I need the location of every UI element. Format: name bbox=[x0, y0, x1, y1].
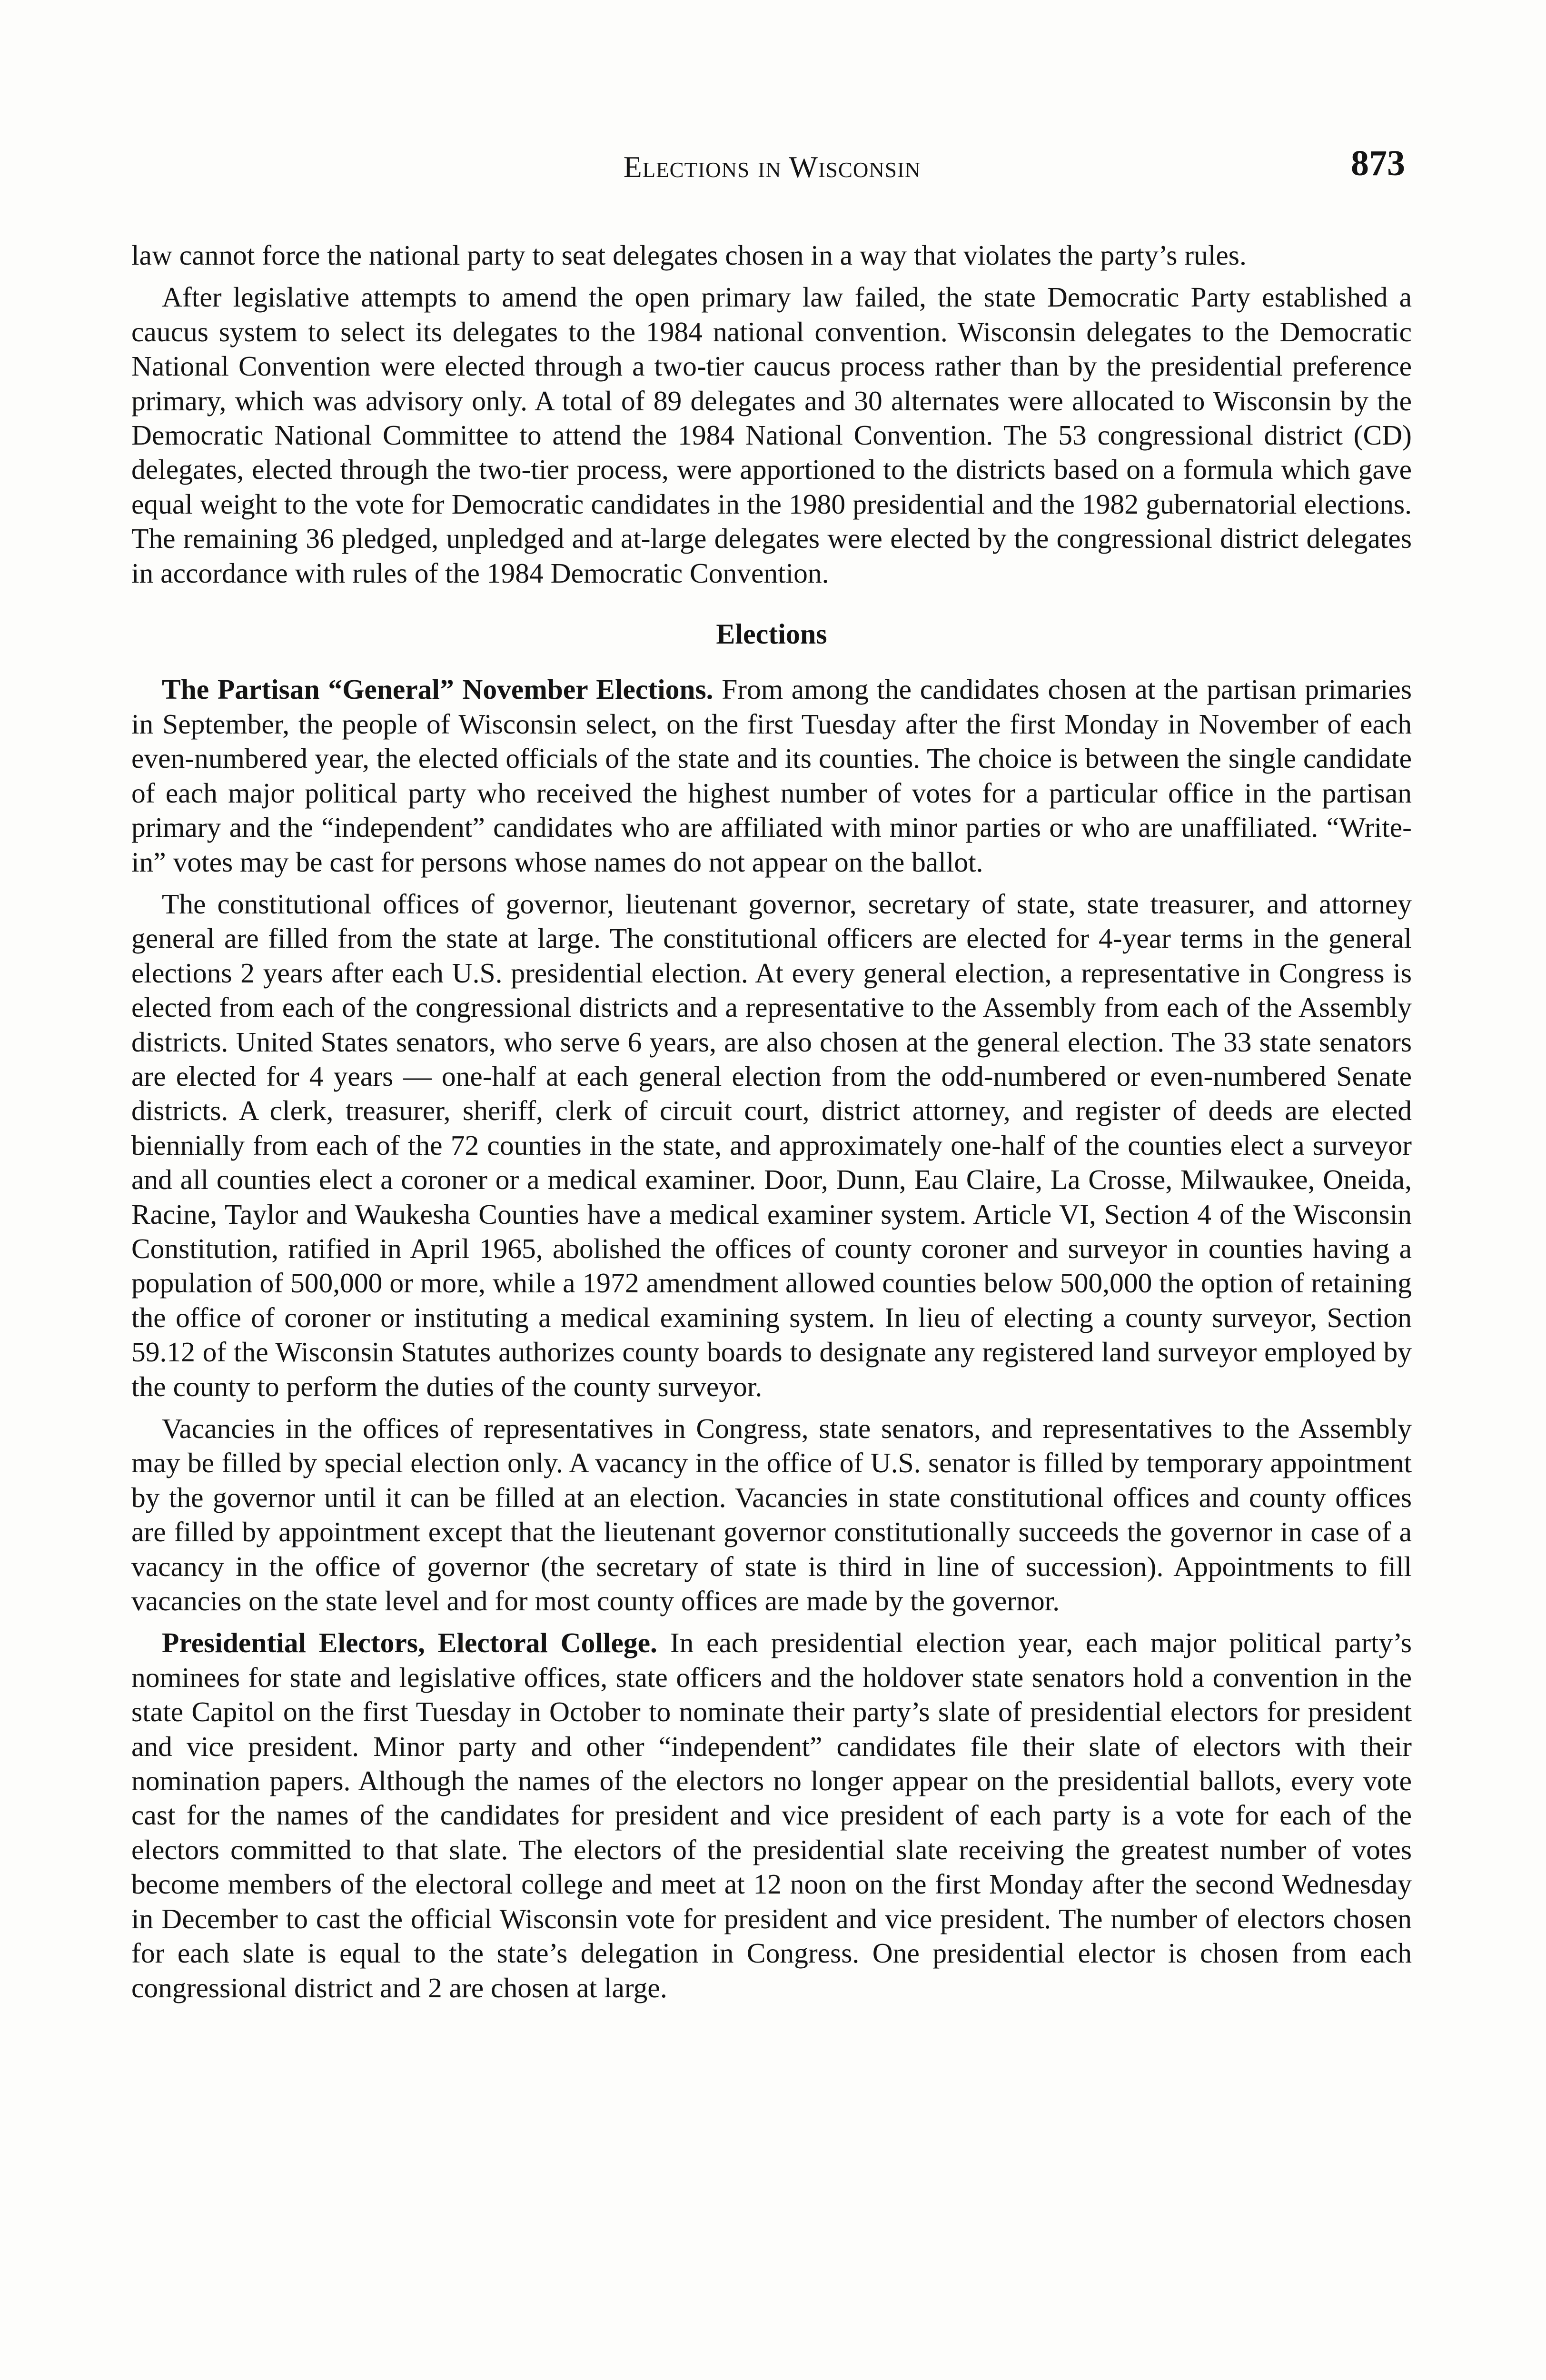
paragraph-vacancies: Vacancies in the offices of representatives in Congress, state senators, and representatives to the Assembly may be filled by special election only. A vacancy in the office of U.S. senator is filled by temporary appointment by the governor until it can be filled at an election. Vacancies in state constitutional offices and county offices are filled by appointment except that the lieutenant governor constitutionally succeeds the governor in case of a vacancy in the office of governor (the secretary of state is third in line of succession). Appointments to fill vacancies on the state level and for most county offices are made by the governor. bbox=[131, 1413, 1412, 1617]
paragraph-general-elections-text: From among the candidates chosen at the partisan primaries in September, the people of Wisconsin select, on the first Tuesday after the first Monday in November of each even-numbered year, the elected officials of the state and its counties. The choice is between the single candidate of each major political party who received the highest number of votes for a particular office in the partisan primary and the “independent” candidates who are affiliated with minor parties or who are unaffiliated. “Write-in” votes may be cast for persons whose names do not appear on the ballot. bbox=[131, 674, 1412, 878]
page-number: 873 bbox=[1351, 143, 1405, 183]
paragraph-general-elections bbox=[131, 672, 1412, 879]
body-text bbox=[131, 238, 1412, 2005]
paragraph-constitutional-offices: The constitutional offices of governor, lieutenant governor, secretary of state, state treasurer, and attorney general are filled from the state at large. The constitutional officers are elected for 4-year terms in the general elections 2 years after each U.S. presidential election. At every general election, a representative in Congress is elected from each of the congressional districts and a representative to the Assembly from each of the Assembly districts. United States senators, who serve 6 years, are also chosen at the general election. The 33 state senators are elected for 4 years — one-half at each general election from the odd-numbered or even-numbered Senate districts. A clerk, treasurer, sheriff, clerk of circuit court, district attorney, and register of deeds are elected biennially from each of the 72 counties in the state, and approximately one-half of the counties elect a surveyor and all counties elect a coroner or a medical examiner. Door, Dunn, Eau Claire, La Crosse, Milwaukee, Oneida, Racine, Taylor and Waukesha Counties have a medical examiner system. Article VI, Section 4 of the Wisconsin Constitution, ratified in April 1965, abolished the offices of county coroner and surveyor in counties having a population of 500,000 or more, while a 1972 amendment allowed counties below 500,000 the option of retaining the office of coroner or instituting a medical examining system. In lieu of electing a county surveyor, Section 59.12 of the Wisconsin Statutes authorizes county boards to designate any registered land surveyor employed by the county to perform the duties of the county surveyor. bbox=[131, 888, 1412, 1402]
paragraph-continued: law cannot force the national party to seat delegates chosen in a way that violates the party’s rules. bbox=[131, 239, 1247, 271]
running-title: Elections in Wisconsin bbox=[623, 150, 921, 184]
run-in-heading-presidential-electors: Presidential Electors, Electoral College. bbox=[162, 1627, 657, 1659]
run-in-heading-general-elections: The Partisan “General” November Elections. bbox=[162, 674, 714, 705]
section-heading-elections: Elections bbox=[716, 618, 827, 650]
running-head bbox=[129, 143, 1415, 195]
paragraph-presidential-electors-text: In each presidential election year, each major political party’s nominees for state and legislative offices, state officers and the holdover state senators hold a convention in the state Capitol on the first Tuesday in October to nominate their party’s slate of presidential electors for president and vice president. Minor party and other “independent” candidates file their slate of electors with their nomination papers. Although the names of the electors no longer appear on the presidential ballots, every vote cast for the names of the candidates for president and vice president of each party is a vote for each of the electors committed to that slate. The electors of the presidential slate receiving the greatest number of votes become members of the electoral college and meet at 12 noon on the first Monday after the second Wednesday in December to cast the official Wisconsin vote for president and vice president. The number of electors chosen for each slate is equal to the state’s delegation in Congress. One presidential elector is chosen from each congressional district and 2 are chosen at large. bbox=[131, 1627, 1412, 2003]
paragraph-caucus-system: After legislative attempts to amend the open primary law failed, the state Democratic Party established a caucus system to select its delegates to the 1984 national convention. Wisconsin delegates to the Democratic National Convention were elected through a two-tier caucus process rather than by the presidential preference primary, which was advisory only. A total of 89 delegates and 30 alternates were allocated to Wisconsin by the Democratic National Committee to attend the 1984 National Convention. The 53 congressional district (CD) delegates, elected through the two-tier process, were apportioned to the districts based on a formula which gave equal weight to the vote for Democratic candidates in the 1980 presidential and the 1982 gubernatorial elections. The remaining 36 pledged, unpledged and at-large delegates were elected by the congressional district delegates in accordance with rules of the 1984 Democratic Convention. bbox=[131, 281, 1412, 589]
paragraph-presidential-electors bbox=[131, 1626, 1412, 2004]
